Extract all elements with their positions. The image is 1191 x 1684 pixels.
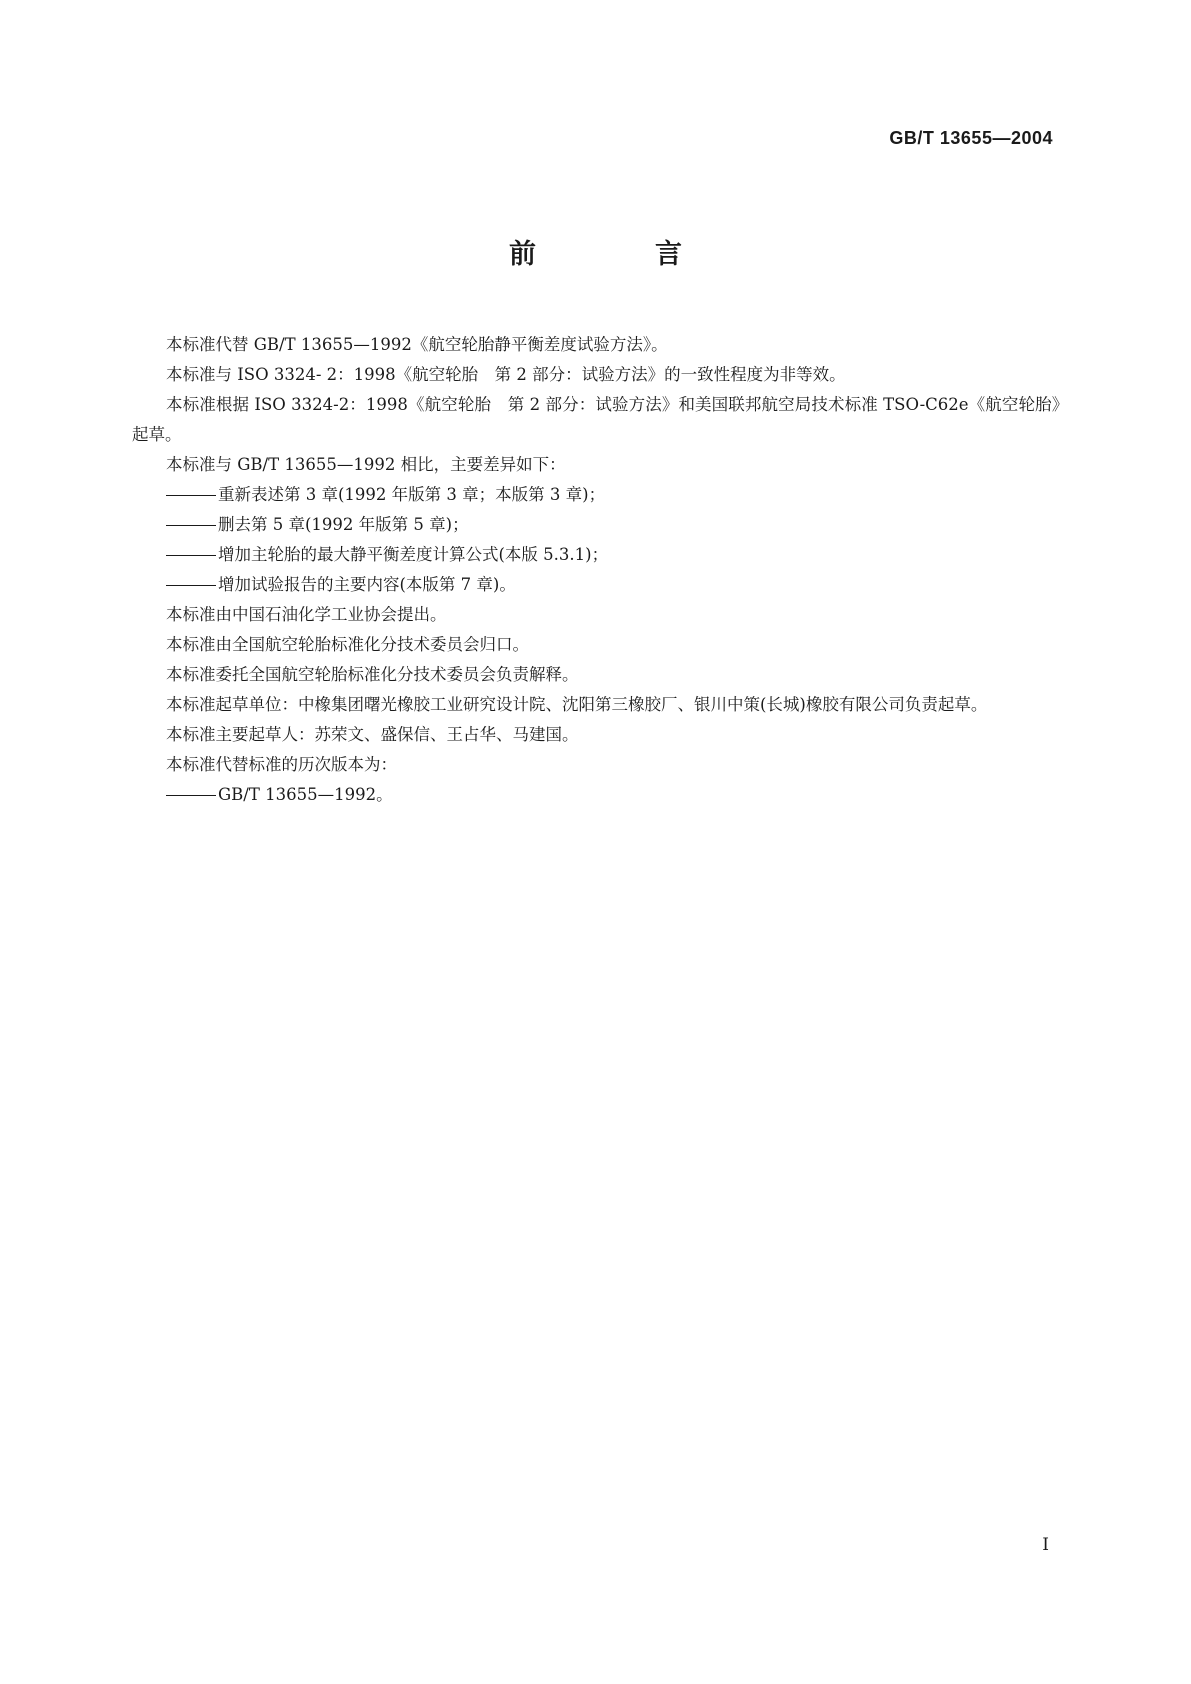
paragraph-drafters: 本标准主要起草人：苏荣文、盛保信、王占华、马建国。 [166,725,579,744]
paragraph-interpreted-by: 本标准委托全国航空轮胎标准化分技术委员会负责解释。 [166,665,579,684]
list-item-difference [132,540,1060,570]
list-item-text: 增加试验报告的主要内容(本版第 7 章)。 [218,575,516,594]
list-item-text: GB/T 13655—1992。 [218,785,393,804]
standard-code: GB/T 13655—2004 [889,128,1053,148]
em-dash-marker [166,525,216,526]
list-item-difference [132,480,1060,510]
list-item-text: 增加主轮胎的最大静平衡差度计算公式(本版 5.3.1)； [218,545,609,564]
em-dash-marker [166,555,216,556]
paragraph-replaces: 本标准代替 GB/T 13655—1992《航空轮胎静平衡差度试验方法》。 [166,335,668,354]
paragraph-consistency: 本标准与 ISO 3324- 2：1998《航空轮胎 第 2 部分：试验方法》的一致性程度为非等效。 [166,365,846,384]
paragraph-differences-intro: 本标准与 GB/T 13655—1992 相比，主要差异如下： [166,455,566,474]
em-dash-marker [166,795,216,796]
paragraph-proposed-by: 本标准由中国石油化学工业协会提出。 [166,605,447,624]
list-item-previous-edition [132,780,1060,810]
list-item-text: 重新表述第 3 章(1992 年版第 3 章；本版第 3 章)； [218,485,606,504]
em-dash-marker [166,585,216,586]
paragraph-previous-editions: 本标准代替标准的历次版本为： [166,755,397,774]
page-title: 前 言 [509,239,728,270]
list-item-difference [132,510,1060,540]
paragraph-basis: 本标准根据 ISO 3324-2：1998《航空轮胎 第 2 部分：试验方法》和美国联邦航空局技术标准 TSO-C62e《航空轮胎》起草。 [132,395,1060,444]
list-item-difference [132,570,1060,600]
paragraph-drafting-units: 本标准起草单位：中橡集团曙光橡胶工业研究设计院、沈阳第三橡胶厂、银川中策(长城)橡胶有限公司负责起草。 [166,695,988,714]
list-item-text: 删去第 5 章(1992 年版第 5 章)； [218,515,469,534]
page-number: I [1042,1535,1049,1555]
foreword-body [132,330,1060,810]
em-dash-marker [166,495,216,496]
paragraph-centralized-by: 本标准由全国航空轮胎标准化分技术委员会归口。 [166,635,529,654]
